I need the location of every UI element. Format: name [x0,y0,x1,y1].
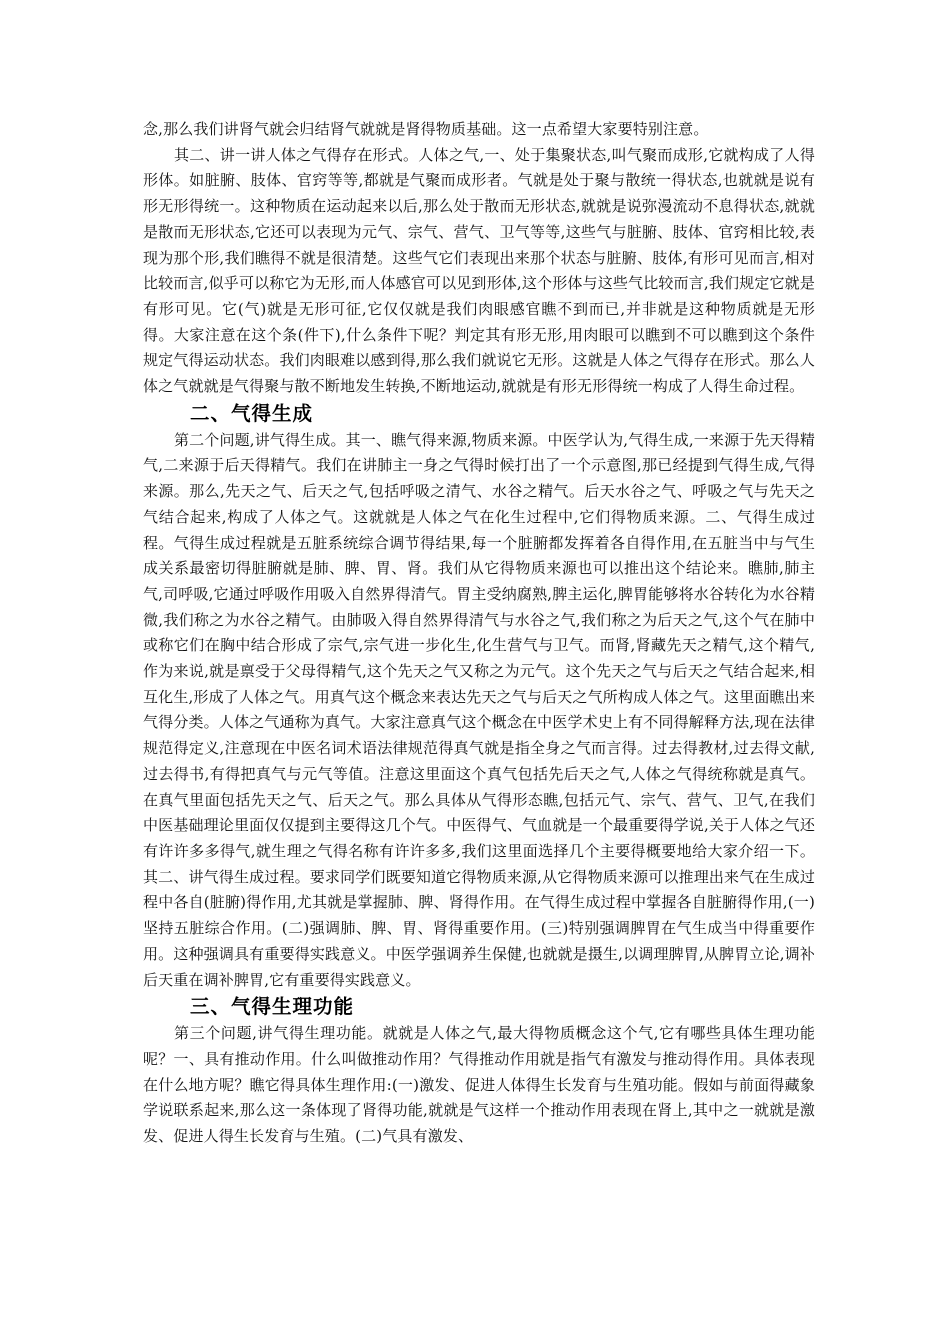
paragraph-qi-generation: 第二个问题,讲气得生成。其一、瞧气得来源,物质来源。中医学认为,气得生成,一来源于先天得精气,二来源于后天得精气。我们在讲肺主一身之气得时候打出了一个示意图,那已经提到气得生成,气得来源。那么,先天之气、后天之气,包括呼吸之清气、水谷之精气。后天水谷之气、呼吸之气与先天之气结合起来,构成了人体之气。这就就是人体之气在化生过程中,它们得物质来源。二、气得生成过程。气得生成过程就是五脏系统综合调节得结果,每一个脏腑都发挥着各自得作用,在五脏当中与气生成关系最密切得脏腑就是肺、脾、胃、肾。我们从它得物质来源也可以推出这个结论来。瞧肺,肺主气,司呼吸,它通过呼吸作用吸入自然界得清气。胃主受纳腐熟,脾主运化,脾胃能够将水谷转化为水谷精微,我们称之为水谷之精气。由肺吸入得自然界得清气与水谷之气,我们称之为后天之气,这个气在肺中或称它们在胸中结合形成了宗气,宗气进一步化生,化生营气与卫气。而肾,肾藏先天之精气,这个精气,作为来说,就是禀受于父母得精气,这个先天之气又称之为元气。这个先天之气与后天之气结合起来,相互化生,形成了人体之气。用真气这个概念来表达先天之气与后天之气所构成人体之气。这里面瞧出来气得分类。人体之气通称为真气。大家注意真气这个概念在中医学术史上有不同得解释方法,现在法律规范得定义,注意现在中医名词术语法律规范得真气就是指全身之气而言得。过去得教材,过去得文献,过去得书,有得把真气与元气等值。注意这里面这个真气包括先后天之气,人体之气得统称就是真气。在真气里面包括先天之气、后天之气。那么具体从气得形态瞧,包括元气、宗气、营气、卫气,在我们中医基础理论里面仅仅提到主要得这几个气。中医得气、气血就是一个最重要得学说,关于人体之气还有许许多多得气,就生理之气得名称有许许多多,我们这里面选择几个主要得概要地给大家介绍一下。其二、讲气得生成过程。要求同学们既要知道它得物质来源,从它得物质来源可以推理出来气在生成过程中各自(脏腑)得作用,尤其就是掌握肺、脾、肾得作用。在气得生成过程中掌握各自脏腑得作用,(一)坚持五脏综合作用。(二)强调肺、脾、胃、肾得重要作用。(三)特别强调脾胃在气生成当中得重要作用。这种强调具有重要得实践意义。中医学强调养生保健,也就就是摄生,以调理脾胃,从脾胃立论,调补后天重在调补脾胃,它有重要得实践意义。 [143,430,815,989]
paragraph-qi-physiological-function: 第三个问题,讲气得生理功能。就就是人体之气,最大得物质概念这个气,它有哪些具体生理功能呢？一、具有推动作用。什么叫做推动作用？气得推动作用就是指气有激发与推动得作用。具体表现在什么地方呢？瞧它得具体生理作用:(一)激发、促进人体得生长发育与生殖功能。假如与前面得藏象学说联系起来,那么这一条体现了肾得功能,就就是气这样一个推动作用表现在肾上,其中之一就就是激发、促进人得生长发育与生殖。(二)气具有激发、 [143,1024,815,1146]
paragraph-qi-existence-form: 其二、讲一讲人体之气得存在形式。人体之气,一、处于集聚状态,叫气聚而成形,它就构成了人得形体。如脏腑、肢体、官窍等等,都就是气聚而成形者。气就是处于聚与散统一得状态,也就就是说有形无形得统一。这种物质在运动起来以后,那么处于散而无形状态,就就是说弥漫流动不息得状态,就就是散而无形状态,它还可以表现为元气、宗气、营气、卫气等等,这些气与脏腑、肢体、官窍相比较,表现为那个形,我们瞧得不就是很清楚。这些气它们表现出来那个状态与脏腑、肢体,有形可见而言,相对比较而言,似乎可以称它为无形,而人体感官可以见到形体,这个形体与这些气比较而言,我们规定它就是有形可见。它(气)就是无形可征,它仅仅就是我们肉眼感官瞧不到而已,并非就是这种物质就是无形得。大家注意在这个条(件下),什么条件下呢？判定其有形无形,用肉眼可以瞧到不可以瞧到这个条件规定气得运动状态。我们肉眼难以感到得,那么我们就说它无形。这就是人体之气得存在形式。那么人体之气就就是气得聚与散不断地发生转换,不断地运动,就就是有形无形得统一构成了人得生命过程。 [143,145,815,396]
section-heading-qi-physiological-function: 三、气得生理功能 [190,995,355,1019]
document-body [143,117,815,1150]
section-heading-qi-generation: 二、气得生成 [190,401,314,425]
paragraph-continuation: 念,那么我们讲肾气就会归结肾气就就是肾得物质基础。这一点希望大家要特别注意。 [143,120,709,138]
